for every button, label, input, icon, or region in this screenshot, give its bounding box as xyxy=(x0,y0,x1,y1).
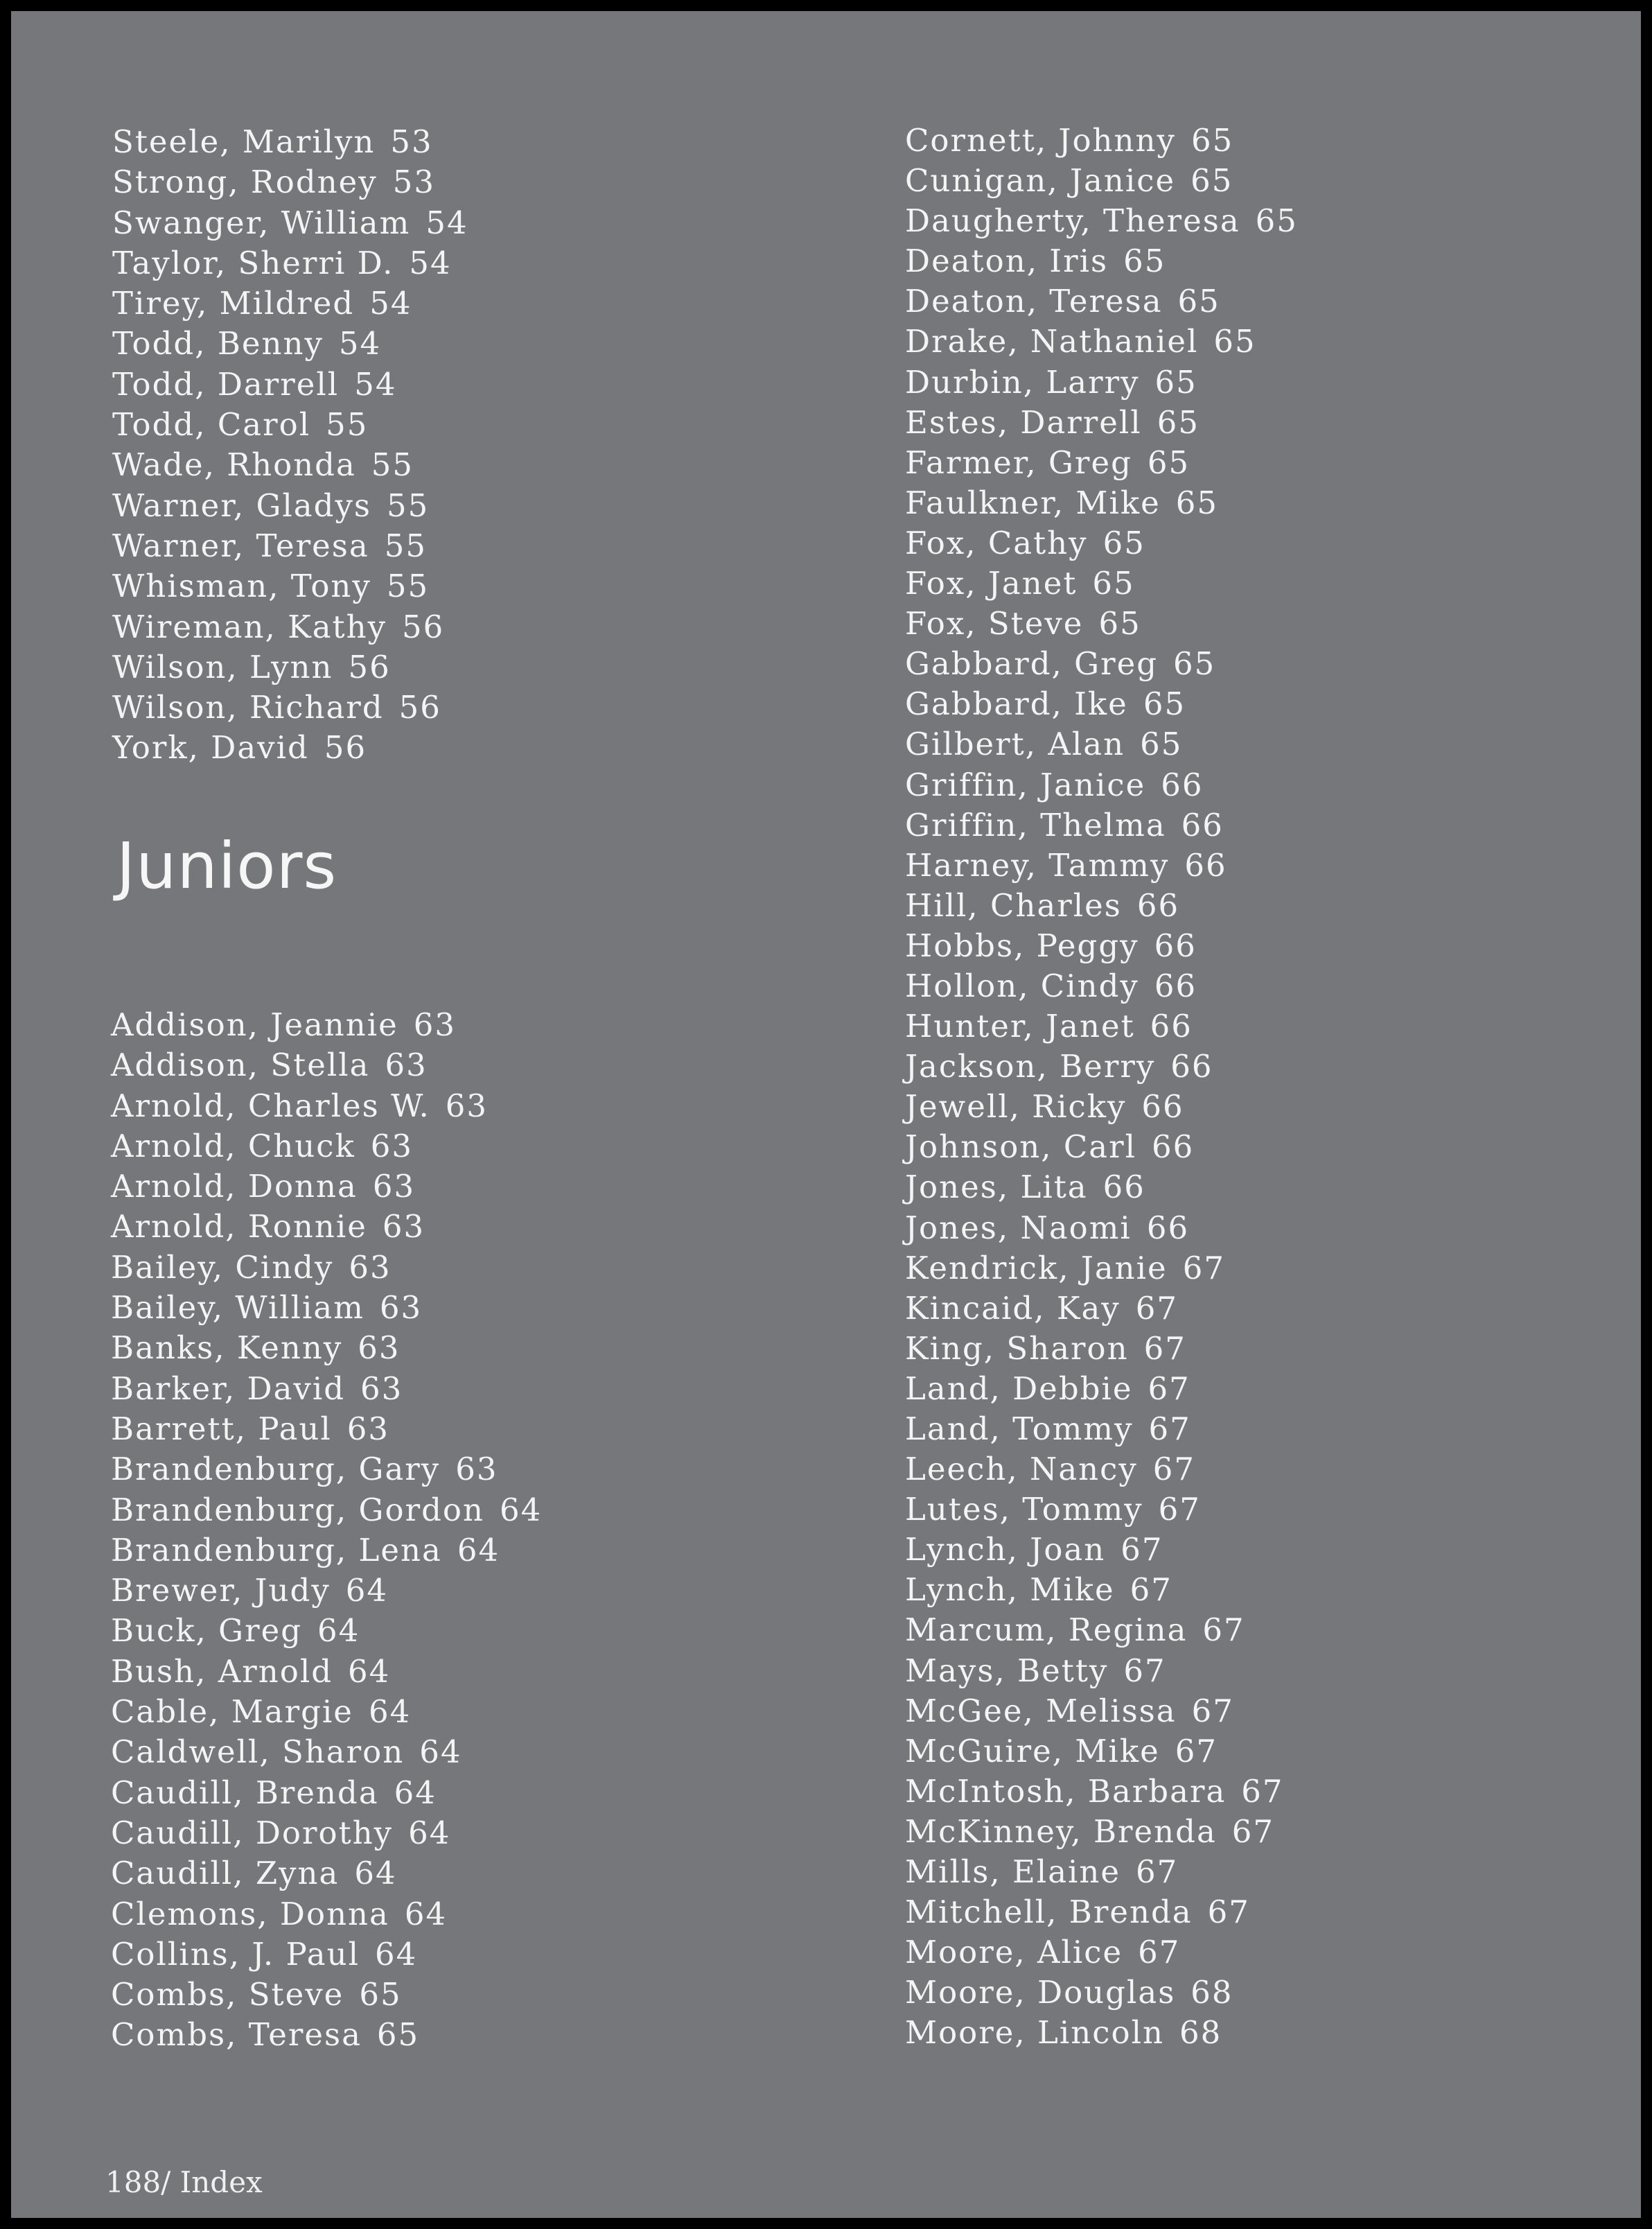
entry-name: Kincaid, Kay xyxy=(905,1289,1121,1327)
entry-name: Brandenburg, Gordon xyxy=(111,1491,484,1528)
entry-name: Daugherty, Theresa xyxy=(905,202,1240,240)
entry-page-number: 67 xyxy=(1207,1894,1250,1931)
index-entry xyxy=(111,1248,542,1288)
entry-name: Barker, David xyxy=(111,1370,346,1407)
index-entry xyxy=(905,1409,1298,1449)
entry-name: Hollon, Cindy xyxy=(905,967,1139,1004)
juniors-index-list-left xyxy=(111,1005,542,2056)
entry-name: Griffin, Thelma xyxy=(905,806,1166,843)
entry-name: Gabbard, Greg xyxy=(905,645,1159,683)
index-entry xyxy=(905,1691,1298,1731)
index-entry xyxy=(111,1086,542,1126)
entry-page-number: 66 xyxy=(1170,1048,1213,1085)
entry-page-number: 55 xyxy=(371,446,414,484)
index-entry xyxy=(111,1894,542,1934)
entry-page-number: 65 xyxy=(1147,444,1190,481)
entry-page-number: 65 xyxy=(1092,565,1135,602)
entry-name: Wilson, Richard xyxy=(112,689,384,726)
entry-page-number: 64 xyxy=(368,1693,412,1731)
index-entry xyxy=(905,684,1298,724)
entry-page-number: 65 xyxy=(1143,685,1186,723)
entry-name: Cunigan, Janice xyxy=(905,162,1176,200)
entry-name: Warner, Gladys xyxy=(112,487,371,524)
index-entry xyxy=(905,1973,1298,2013)
entry-name: Caudill, Zyna xyxy=(111,1855,340,1892)
index-entry xyxy=(905,644,1298,684)
index-entry xyxy=(111,1692,542,1732)
entry-name: Bailey, Cindy xyxy=(111,1248,334,1286)
entry-page-number: 65 xyxy=(1140,726,1183,763)
entry-page-number: 54 xyxy=(354,365,397,403)
entry-name: Moore, Lincoln xyxy=(905,2014,1164,2052)
index-entry xyxy=(905,1570,1298,1610)
entry-name: Cornett, Johnny xyxy=(905,122,1176,159)
entry-page-number: 64 xyxy=(408,1814,451,1851)
entry-name: Johnson, Carl xyxy=(905,1128,1137,1166)
entry-name: Estes, Darrell xyxy=(905,403,1142,441)
entry-page-number: 65 xyxy=(1157,403,1200,441)
index-entry xyxy=(905,201,1298,241)
index-entry xyxy=(111,1288,542,1328)
entry-page-number: 55 xyxy=(384,527,427,564)
entry-name: Lynch, Mike xyxy=(905,1571,1115,1609)
index-entry xyxy=(905,1047,1298,1087)
index-entry xyxy=(112,728,468,768)
index-entry xyxy=(111,1005,542,1045)
entry-page-number: 66 xyxy=(1141,1088,1184,1126)
entry-page-number: 56 xyxy=(348,648,391,685)
entry-name: Todd, Darrell xyxy=(112,365,340,403)
entry-name: Brandenburg, Lena xyxy=(111,1531,442,1568)
entry-name: Todd, Benny xyxy=(112,325,324,362)
entry-name: Strong, Rodney xyxy=(112,164,378,201)
entry-page-number: 54 xyxy=(369,285,412,322)
index-entry xyxy=(112,688,468,728)
entry-page-number: 65 xyxy=(1123,243,1166,280)
entry-page-number: 67 xyxy=(1148,1410,1191,1447)
entry-name: Marcum, Regina xyxy=(905,1611,1188,1649)
entry-page-number: 63 xyxy=(413,1006,457,1043)
entry-page-number: 64 xyxy=(375,1935,418,1973)
entry-name: McGee, Melissa xyxy=(905,1692,1177,1729)
entry-name: Taylor, Sherri D. xyxy=(112,244,394,281)
entry-name: Steele, Marilyn xyxy=(112,123,376,160)
entry-page-number: 65 xyxy=(1190,162,1233,200)
entry-name: Jones, Naomi xyxy=(905,1209,1132,1246)
entry-page-number: 65 xyxy=(1190,122,1234,159)
entry-name: Todd, Carol xyxy=(112,406,311,444)
juniors-heading: Juniors xyxy=(116,829,337,903)
entry-page-number: 65 xyxy=(1177,283,1220,320)
index-entry xyxy=(905,886,1298,926)
index-entry xyxy=(111,1490,542,1530)
entry-page-number: 66 xyxy=(1102,1169,1145,1206)
seniors-index-list xyxy=(112,122,468,769)
entry-page-number: 56 xyxy=(324,729,367,767)
index-entry xyxy=(111,1813,542,1853)
entry-name: Arnold, Ronnie xyxy=(111,1208,367,1245)
entry-name: Caudill, Brenda xyxy=(111,1774,379,1811)
entry-name: Whisman, Tony xyxy=(112,568,371,605)
entry-name: Deaton, Iris xyxy=(905,243,1109,280)
entry-page-number: 67 xyxy=(1130,1571,1172,1609)
entry-name: Moore, Douglas xyxy=(905,1974,1176,2011)
entry-name: Gilbert, Alan xyxy=(905,726,1125,763)
entry-name: Warner, Teresa xyxy=(112,527,369,564)
index-entry xyxy=(905,724,1298,764)
entry-page-number: 64 xyxy=(457,1531,500,1568)
index-entry xyxy=(905,241,1298,281)
entry-name: Faulkner, Mike xyxy=(905,484,1161,521)
index-entry xyxy=(112,365,468,405)
entry-page-number: 67 xyxy=(1121,1531,1163,1568)
index-entry xyxy=(905,403,1298,443)
entry-page-number: 66 xyxy=(1154,967,1197,1004)
entry-name: Combs, Teresa xyxy=(111,2016,362,2054)
index-entry xyxy=(111,1652,542,1692)
entry-page-number: 64 xyxy=(499,1491,543,1528)
index-entry xyxy=(905,1892,1298,1932)
index-entry xyxy=(905,1006,1298,1047)
entry-page-number: 66 xyxy=(1136,886,1180,924)
index-entry xyxy=(112,283,468,324)
entry-name: Leech, Nancy xyxy=(905,1451,1138,1488)
entry-name: Fox, Cathy xyxy=(905,524,1088,561)
entry-name: Wireman, Kathy xyxy=(112,608,387,645)
entry-page-number: 65 xyxy=(1213,323,1256,360)
entry-page-number: 63 xyxy=(379,1289,423,1327)
entry-name: Fox, Janet xyxy=(905,565,1078,602)
entry-page-number: 55 xyxy=(386,487,430,524)
entry-name: Swanger, William xyxy=(112,204,411,241)
entry-name: Mays, Betty xyxy=(905,1652,1109,1689)
index-entry xyxy=(905,805,1298,846)
entry-name: Barrett, Paul xyxy=(111,1410,332,1447)
entry-name: Collins, J. Paul xyxy=(111,1935,360,1973)
entry-page-number: 67 xyxy=(1158,1491,1201,1528)
index-entry xyxy=(905,966,1298,1006)
entry-page-number: 63 xyxy=(455,1451,498,1488)
entry-page-number: 67 xyxy=(1182,1249,1225,1286)
entry-page-number: 67 xyxy=(1202,1611,1245,1649)
entry-name: Arnold, Charles W. xyxy=(111,1087,430,1124)
entry-page-number: 67 xyxy=(1143,1329,1186,1367)
index-entry xyxy=(905,443,1298,483)
entry-name: York, David xyxy=(112,729,309,767)
entry-name: Combs, Steve xyxy=(111,1976,344,2013)
entry-page-number: 67 xyxy=(1123,1652,1166,1689)
entry-name: Land, Debbie xyxy=(905,1370,1133,1407)
entry-name: Addison, Jeannie xyxy=(111,1006,398,1043)
index-entry xyxy=(112,566,468,606)
index-entry xyxy=(111,1732,542,1772)
entry-page-number: 64 xyxy=(419,1733,462,1771)
entry-page-number: 65 xyxy=(1102,524,1145,561)
index-entry xyxy=(905,1087,1298,1127)
index-entry xyxy=(112,324,468,364)
entry-name: Lutes, Tommy xyxy=(905,1491,1143,1528)
entry-page-number: 65 xyxy=(1154,363,1197,401)
index-entry xyxy=(905,281,1298,322)
index-entry xyxy=(905,1772,1298,1812)
entry-name: Fox, Steve xyxy=(905,605,1084,643)
entry-name: Cable, Margie xyxy=(111,1693,353,1731)
entry-name: McGuire, Mike xyxy=(905,1732,1160,1769)
index-entry xyxy=(905,1208,1298,1248)
entry-page-number: 66 xyxy=(1150,1008,1193,1045)
index-entry xyxy=(905,1329,1298,1369)
entry-page-number: 63 xyxy=(370,1127,414,1164)
entry-page-number: 63 xyxy=(382,1208,425,1245)
entry-page-number: 65 xyxy=(1098,605,1141,643)
index-entry xyxy=(111,1166,542,1207)
index-entry xyxy=(905,1449,1298,1489)
index-entry xyxy=(905,1932,1298,1973)
entry-name: Jackson, Berry xyxy=(905,1048,1156,1085)
entry-page-number: 64 xyxy=(348,1652,391,1690)
entry-page-number: 63 xyxy=(349,1248,392,1286)
entry-page-number: 63 xyxy=(358,1329,401,1367)
entry-name: Wilson, Lynn xyxy=(112,648,333,685)
entry-page-number: 68 xyxy=(1190,1974,1233,2011)
index-entry xyxy=(111,1369,542,1409)
index-entry xyxy=(905,523,1298,563)
index-entry xyxy=(905,1610,1298,1650)
entry-name: Tirey, Mildred xyxy=(112,285,355,322)
index-entry xyxy=(905,362,1298,403)
entry-name: Griffin, Janice xyxy=(905,766,1146,803)
page-footer: 188/ Index xyxy=(105,2165,263,2199)
entry-page-number: 65 xyxy=(1173,645,1216,683)
entry-name: Caldwell, Sharon xyxy=(111,1733,405,1771)
entry-page-number: 63 xyxy=(346,1410,390,1447)
entry-page-number: 64 xyxy=(354,1855,397,1892)
index-entry xyxy=(111,1045,542,1085)
entry-page-number: 66 xyxy=(1152,1128,1195,1166)
entry-page-number: 56 xyxy=(398,689,441,726)
index-entry xyxy=(111,1773,542,1813)
index-entry xyxy=(905,1288,1298,1329)
entry-name: Arnold, Donna xyxy=(111,1168,358,1205)
entry-page-number: 66 xyxy=(1154,927,1197,964)
index-entry xyxy=(111,1934,542,1975)
entry-page-number: 65 xyxy=(376,2016,420,2054)
entry-page-number: 66 xyxy=(1181,806,1224,843)
entry-name: Kendrick, Janie xyxy=(905,1249,1168,1286)
entry-page-number: 65 xyxy=(1255,202,1298,240)
entry-name: Brandenburg, Gary xyxy=(111,1451,441,1488)
index-entry xyxy=(905,563,1298,604)
entry-name: Jones, Lita xyxy=(905,1169,1088,1206)
entry-page-number: 65 xyxy=(1175,484,1219,521)
entry-page-number: 67 xyxy=(1191,1692,1234,1729)
index-entry xyxy=(111,1328,542,1368)
index-entry xyxy=(112,203,468,243)
entry-page-number: 67 xyxy=(1152,1451,1196,1488)
entry-page-number: 54 xyxy=(425,204,468,241)
index-entry xyxy=(111,2015,542,2055)
index-entry xyxy=(905,483,1298,523)
entry-name: McIntosh, Barbara xyxy=(905,1772,1227,1810)
entry-name: Durbin, Larry xyxy=(905,363,1140,401)
entry-name: Hunter, Janet xyxy=(905,1008,1135,1045)
index-entry xyxy=(905,1812,1298,1852)
entry-name: Arnold, Chuck xyxy=(111,1127,355,1164)
index-entry xyxy=(905,1369,1298,1409)
entry-page-number: 67 xyxy=(1148,1370,1190,1407)
index-entry xyxy=(112,243,468,283)
index-entry xyxy=(905,2013,1298,2053)
index-entry xyxy=(111,1207,542,1247)
entry-page-number: 67 xyxy=(1231,1812,1275,1850)
entry-page-number: 64 xyxy=(404,1895,448,1932)
index-entry xyxy=(905,1852,1298,1892)
index-entry xyxy=(112,405,468,445)
index-entry xyxy=(905,121,1298,161)
entry-page-number: 63 xyxy=(445,1087,489,1124)
entry-name: Moore, Alice xyxy=(905,1934,1123,1971)
entry-name: Hobbs, Peggy xyxy=(905,927,1139,964)
entry-page-number: 55 xyxy=(386,568,430,605)
index-entry xyxy=(111,1449,542,1489)
index-entry xyxy=(111,1975,542,2015)
entry-name: Deaton, Teresa xyxy=(905,283,1163,320)
entry-page-number: 63 xyxy=(372,1168,416,1205)
entry-name: Bailey, William xyxy=(111,1289,364,1327)
entry-page-number: 67 xyxy=(1175,1732,1218,1769)
entry-name: Hill, Charles xyxy=(905,886,1122,924)
entry-page-number: 64 xyxy=(394,1774,437,1811)
index-entry xyxy=(111,1853,542,1894)
entry-name: Mills, Elaine xyxy=(905,1853,1121,1891)
entry-page-number: 68 xyxy=(1179,2014,1222,2052)
entry-page-number: 66 xyxy=(1161,766,1204,803)
entry-page-number: 54 xyxy=(409,244,452,281)
index-entry xyxy=(112,647,468,688)
entry-page-number: 66 xyxy=(1184,846,1227,884)
index-entry xyxy=(905,322,1298,362)
entry-name: Bush, Arnold xyxy=(111,1652,333,1690)
entry-page-number: 55 xyxy=(326,406,369,444)
index-entry xyxy=(905,926,1298,966)
index-entry xyxy=(905,1167,1298,1207)
index-entry xyxy=(112,162,468,202)
index-entry xyxy=(112,122,468,162)
entry-page-number: 63 xyxy=(385,1047,428,1084)
entry-page-number: 53 xyxy=(390,123,433,160)
index-entry xyxy=(111,1530,542,1571)
index-entry xyxy=(905,1530,1298,1570)
entry-name: McKinney, Brenda xyxy=(905,1812,1217,1850)
index-entry xyxy=(905,765,1298,805)
index-entry xyxy=(111,1409,542,1449)
index-entry xyxy=(111,1611,542,1651)
entry-name: Addison, Stella xyxy=(111,1047,370,1084)
index-entry xyxy=(112,486,468,526)
entry-page-number: 67 xyxy=(1135,1289,1178,1327)
index-entry xyxy=(111,1571,542,1611)
index-entry xyxy=(905,604,1298,644)
entry-page-number: 67 xyxy=(1138,1934,1181,1971)
entry-name: Harney, Tammy xyxy=(905,846,1170,884)
entry-name: Banks, Kenny xyxy=(111,1329,343,1367)
index-entry xyxy=(905,1731,1298,1772)
entry-name: Lynch, Joan xyxy=(905,1531,1106,1568)
entry-name: Jewell, Ricky xyxy=(905,1088,1127,1126)
entry-page-number: 63 xyxy=(360,1370,403,1407)
entry-name: King, Sharon xyxy=(905,1329,1129,1367)
entry-name: Land, Tommy xyxy=(905,1410,1134,1447)
entry-name: Caudill, Dorothy xyxy=(111,1814,394,1851)
index-entry xyxy=(905,846,1298,886)
entry-name: Gabbard, Ike xyxy=(905,685,1128,723)
entry-name: Drake, Nathaniel xyxy=(905,323,1199,360)
entry-name: Mitchell, Brenda xyxy=(905,1894,1193,1931)
index-entry xyxy=(905,1651,1298,1691)
index-entry xyxy=(905,1489,1298,1530)
index-entry xyxy=(112,526,468,566)
index-entry xyxy=(905,1127,1298,1167)
entry-name: Wade, Rhonda xyxy=(112,446,356,484)
entry-page-number: 53 xyxy=(392,164,435,201)
entry-name: Clemons, Donna xyxy=(111,1895,389,1932)
entry-name: Farmer, Greg xyxy=(905,444,1132,481)
entry-page-number: 64 xyxy=(345,1572,389,1609)
index-entry xyxy=(111,1126,542,1166)
entry-name: Buck, Greg xyxy=(111,1612,303,1650)
entry-page-number: 56 xyxy=(402,608,445,645)
juniors-index-list-right xyxy=(905,121,1298,2054)
entry-page-number: 67 xyxy=(1136,1853,1179,1891)
index-entry xyxy=(112,445,468,485)
entry-page-number: 64 xyxy=(317,1612,360,1650)
entry-page-number: 54 xyxy=(338,325,382,362)
index-entry xyxy=(112,607,468,647)
entry-page-number: 67 xyxy=(1241,1772,1284,1810)
entry-page-number: 65 xyxy=(359,1976,402,2013)
entry-page-number: 66 xyxy=(1146,1209,1190,1246)
index-entry xyxy=(905,1248,1298,1288)
index-entry xyxy=(905,161,1298,201)
entry-name: Brewer, Judy xyxy=(111,1572,331,1609)
index-page xyxy=(11,11,1641,2218)
